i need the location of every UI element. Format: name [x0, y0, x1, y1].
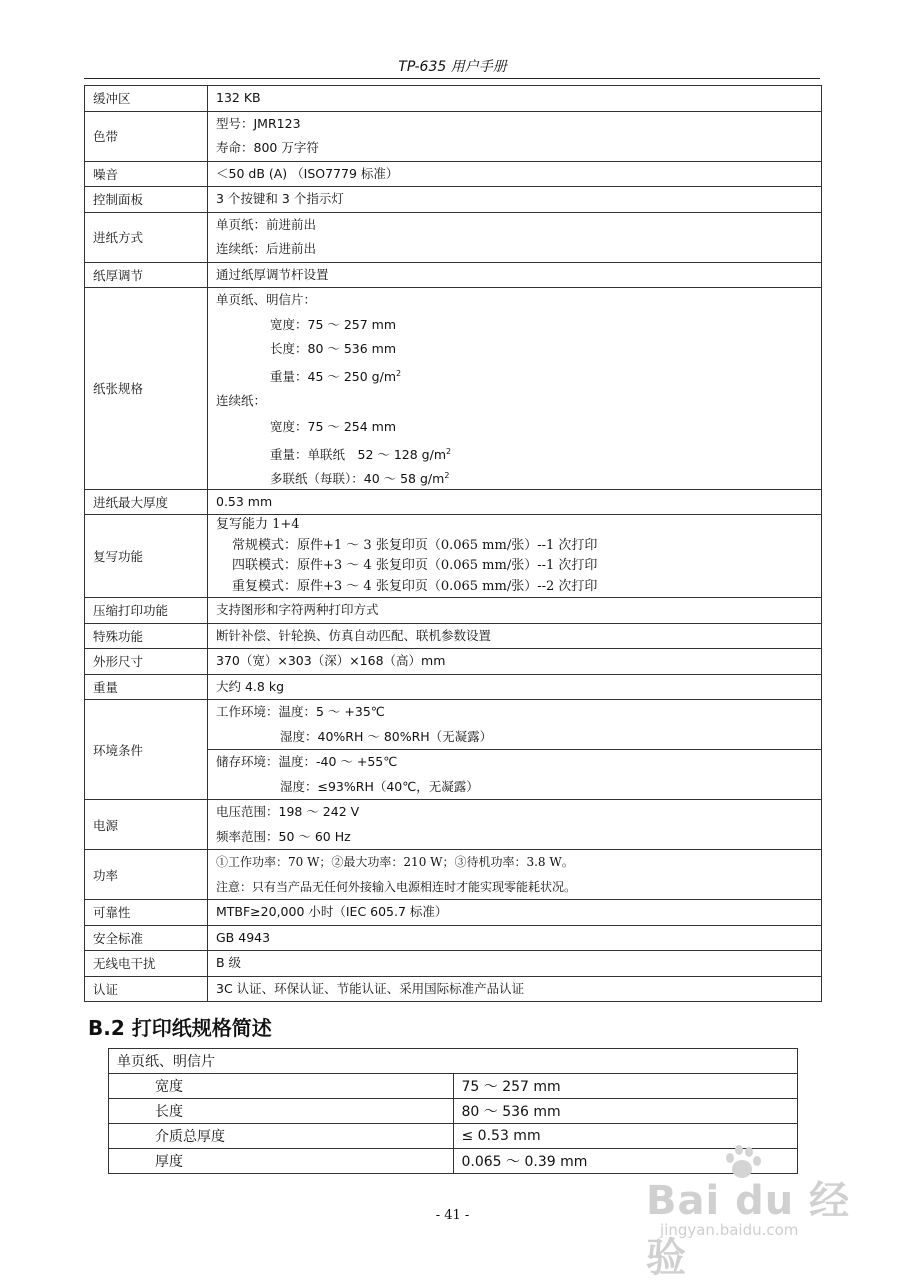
spec-row-ribbon [85, 111, 822, 161]
table-row [109, 1099, 798, 1124]
spec-label: 缓冲区 [85, 86, 208, 112]
paper-value: 0.065 ～ 0.39 mm [453, 1149, 798, 1174]
spec-row-max-thickness [85, 489, 822, 515]
spec-row-thickness-adjust [85, 262, 822, 288]
spec-value: ①工作功率：70 W；②最大功率：210 W；③待机功率：3.8 W。 [216, 855, 574, 869]
page-header-title: TP-635 用户手册 [398, 59, 507, 75]
spec-label: 功率 [85, 850, 208, 900]
spec-row-emi [85, 951, 822, 977]
spec-label: 重量 [85, 674, 208, 700]
spec-value: 单页纸、明信片： [216, 292, 317, 307]
watermark-brand: Bai du 经验 [646, 1178, 851, 1281]
spec-value: 宽度：75 ～ 254 mm [270, 419, 397, 434]
spec-value: 型号：JMR123 [216, 115, 301, 131]
spec-label: 环境条件 [85, 700, 208, 800]
paper-label: 厚度 [109, 1149, 454, 1174]
spec-row-panel [85, 187, 822, 213]
spec-value: 注意：只有当产品无任何外接输入电源相连时才能实现零能耗状况。 [216, 879, 577, 894]
spec-row-weight [85, 674, 822, 700]
spec-value: 3 个按键和 3 个指示灯 [216, 191, 344, 206]
spec-label: 进纸方式 [85, 212, 208, 262]
spec-value: 支持图形和字符两种打印方式 [216, 602, 379, 617]
paper-table-header-row [109, 1049, 798, 1074]
spec-label: 安全标准 [85, 925, 208, 951]
spec-row-cert [85, 976, 822, 1002]
watermark-url: jingyan.baidu.com [660, 1221, 799, 1239]
spec-label: 电源 [85, 800, 208, 850]
spec-value: 湿度：≤93%RH（40℃，无凝露） [280, 778, 479, 794]
spec-value: 湿度：40%RH ～ 80%RH（无凝露） [280, 728, 493, 744]
spec-row-power [85, 850, 822, 900]
spec-value: 单页纸：前进前出 [216, 216, 317, 232]
spec-value: ＜50 dB (A) （ISO7779 标准） [216, 165, 399, 181]
spec-value: 四联模式：原件+3 ～ 4 张复印页（0.065 mm/张）--1 次打印 [232, 558, 598, 573]
table-row [109, 1074, 798, 1099]
spec-label: 可靠性 [85, 900, 208, 926]
spec-label: 色带 [85, 111, 208, 161]
spec-label: 纸张规格 [85, 288, 208, 490]
section-heading: B.2 打印纸规格简述 [88, 1016, 272, 1040]
spec-table [84, 85, 822, 1002]
spec-value: 工作环境：温度：5 ～ +35℃ [216, 704, 385, 719]
spec-value: 断针补偿、针轮换、仿真自动匹配、联机参数设置 [216, 627, 492, 643]
spec-value: GB 4943 [216, 929, 271, 945]
spec-value: 电压范围：198 ～ 242 V [216, 804, 360, 819]
paper-label: 长度 [109, 1099, 454, 1124]
header-rule [84, 78, 820, 79]
spec-row-power-supply [85, 800, 822, 850]
spec-value: 频率范围：50 ～ 60 Hz [216, 828, 351, 844]
spec-value: 132 KB [216, 90, 261, 105]
spec-label: 认证 [85, 976, 208, 1002]
spec-value: B 级 [216, 955, 242, 970]
spec-value: 3C 认证、环保认证、节能认证、采用国际标准产品认证 [216, 980, 525, 996]
paper-table-header: 单页纸、明信片 [109, 1049, 798, 1074]
spec-row-copy [85, 515, 822, 598]
spec-value: MTBF≥20,000 小时（IEC 605.7 标准） [216, 904, 448, 919]
spec-label: 纸厚调节 [85, 262, 208, 288]
paper-label: 宽度 [109, 1074, 454, 1099]
spec-row-buffer [85, 86, 822, 112]
spec-row-reliability [85, 900, 822, 926]
spec-value: 连续纸： [216, 393, 267, 408]
spec-row-special [85, 623, 822, 649]
paper-label: 介质总厚度 [109, 1124, 454, 1149]
spec-value: 重复模式：原件+3 ～ 4 张复印页（0.065 mm/张）--2 次打印 [232, 578, 598, 594]
spec-value: 储存环境：温度：-40 ～ +55℃ [208, 749, 821, 775]
spec-row-environment [85, 700, 822, 800]
spec-label: 特殊功能 [85, 623, 208, 649]
spec-value: 连续纸：后进前出 [216, 241, 317, 256]
spec-value: 多联纸（每联）：40 ～ 58 $g/m^2$ [270, 471, 450, 487]
spec-label: 压缩打印功能 [85, 598, 208, 624]
paper-value: ≤ 0.53 mm [453, 1124, 798, 1149]
spec-label: 进纸最大厚度 [85, 489, 208, 515]
paper-value: 80 ～ 536 mm [453, 1099, 798, 1124]
spec-value: 宽度：75 ～ 257 mm [270, 316, 397, 332]
spec-row-paper-spec [85, 288, 822, 490]
spec-label: 控制面板 [85, 187, 208, 213]
paper-value: 75 ～ 257 mm [453, 1074, 798, 1099]
spec-value: 长度：80 ～ 536 mm [270, 341, 397, 356]
spec-row-compress [85, 598, 822, 624]
spec-row-noise [85, 161, 822, 187]
spec-value: 重量：单联纸 52 ～ 128 $g/m^2$ [270, 446, 452, 462]
spec-value: 大约 4.8 kg [216, 678, 284, 694]
spec-row-safety [85, 925, 822, 951]
spec-label: 外形尺寸 [85, 649, 208, 675]
spec-row-feed [85, 212, 822, 262]
baidu-watermark [640, 1143, 870, 1281]
page-number: - 41 - [435, 1208, 470, 1223]
spec-label: 无线电干扰 [85, 951, 208, 977]
spec-label: 复写功能 [85, 515, 208, 598]
spec-row-size [85, 649, 822, 675]
spec-value: 寿命：800 万字符 [216, 140, 319, 155]
spec-value: 0.53 mm [216, 493, 273, 509]
spec-value: 复写能力 1+4 [216, 517, 300, 532]
spec-value: 370（宽）×303（深）×168（高）mm [216, 653, 446, 668]
spec-value: 通过纸厚调节杆设置 [216, 266, 329, 282]
spec-label: 噪音 [85, 161, 208, 187]
spec-value: 常规模式：原件+1 ～ 3 张复印页（0.065 mm/张）--1 次打印 [232, 537, 598, 553]
spec-value: 重量：45 ～ 250 $g/m^2$ [270, 368, 402, 384]
